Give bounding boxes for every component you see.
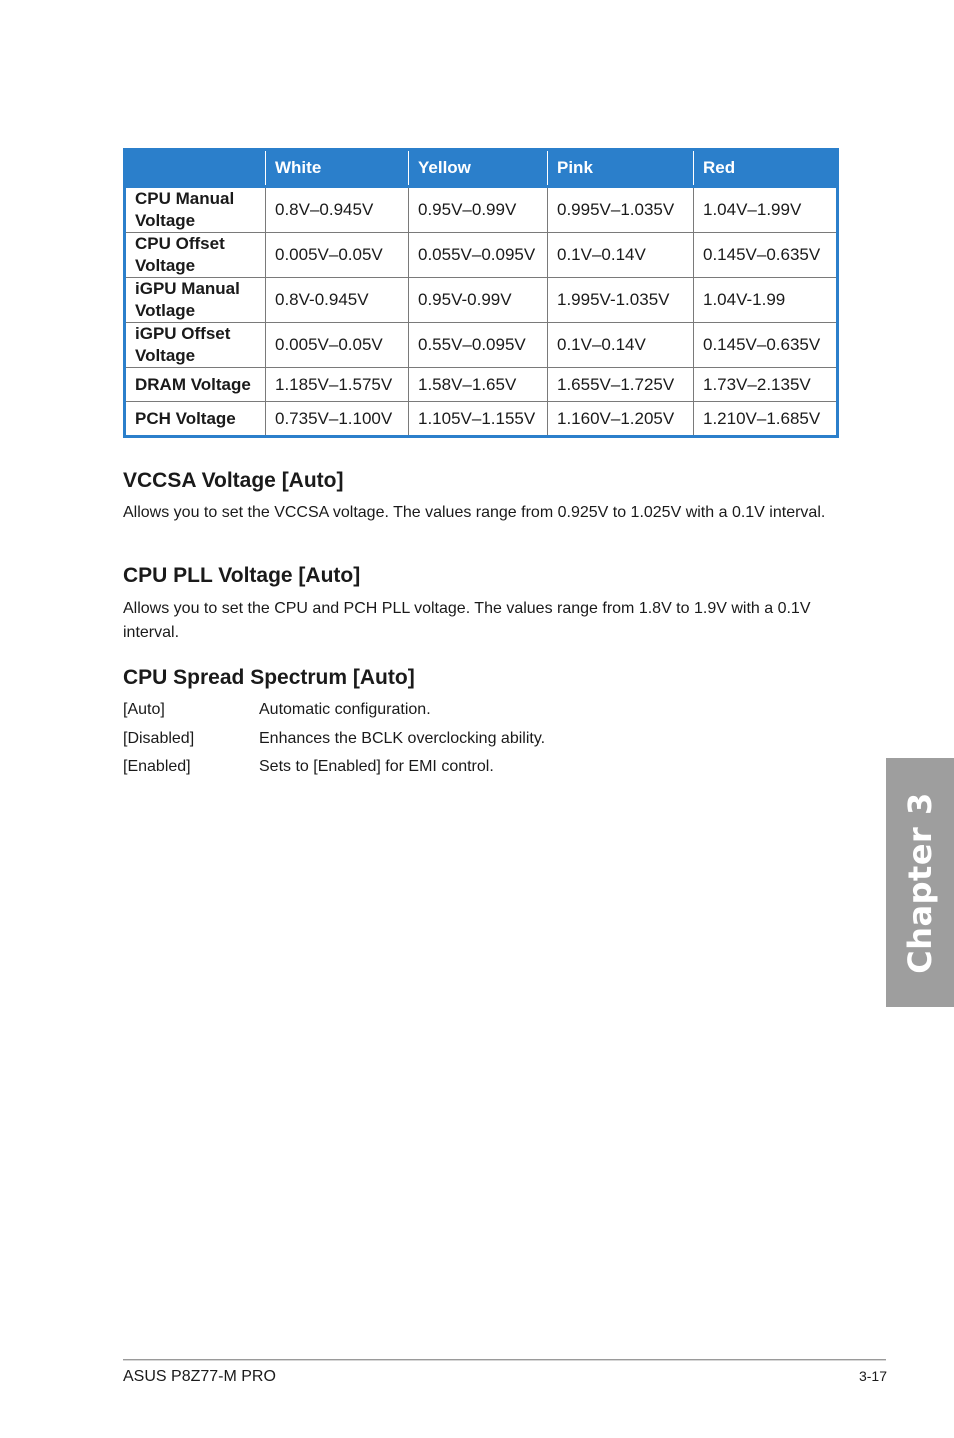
- table-cell: 0.145V–0.635V: [694, 233, 838, 278]
- cpu-pll-heading: CPU PLL Voltage [Auto]: [123, 564, 361, 587]
- option-description: Automatic configuration.: [259, 701, 431, 718]
- footer-page-number: 3-17: [858, 1368, 887, 1384]
- column-header: White: [266, 150, 409, 187]
- chapter-tab: [886, 758, 954, 1007]
- table-cell: 0.055V–0.095V: [409, 233, 548, 278]
- row-label: iGPU Offset Voltage: [125, 323, 266, 368]
- table-row: [125, 368, 838, 402]
- table-cell: 1.995V-1.035V: [548, 278, 694, 323]
- table-cell: 1.655V–1.725V: [548, 368, 694, 402]
- cpu-spread-heading: CPU Spread Spectrum [Auto]: [123, 666, 415, 689]
- row-label: CPU Offset Voltage: [125, 233, 266, 278]
- table-cell: 0.95V–0.99V: [409, 187, 548, 233]
- table-cell: 1.73V–2.135V: [694, 368, 838, 402]
- table-cell: 0.1V–0.14V: [548, 233, 694, 278]
- table-cell: 0.995V–1.035V: [548, 187, 694, 233]
- column-header: Yellow: [409, 150, 548, 187]
- table-cell: 0.8V-0.945V: [266, 278, 409, 323]
- table-cell: 1.185V–1.575V: [266, 368, 409, 402]
- row-label: CPU Manual Voltage: [125, 187, 266, 233]
- voltage-color-table: [123, 148, 839, 438]
- vccsa-description: Allows you to set the VCCSA voltage. The values range from 0.925V to 1.025V with a 0.1V interval.: [123, 504, 826, 521]
- table-cell: 0.95V-0.99V: [409, 278, 548, 323]
- footer-product-name: ASUS P8Z77-M PRO: [123, 1368, 276, 1385]
- table-cell: 0.005V–0.05V: [266, 323, 409, 368]
- table-row: [125, 402, 838, 437]
- table-row: [125, 323, 838, 368]
- table-cell: 1.04V–1.99V: [694, 187, 838, 233]
- column-header: [125, 150, 266, 187]
- chapter-tab-label: Chapter 3: [901, 791, 939, 974]
- cpu-pll-description: Allows you to set the CPU and PCH PLL voltage. The values range from 1.8V to 1.9V with a 0.1V interval.: [123, 600, 811, 641]
- column-header: Red: [694, 150, 838, 187]
- table-cell: 1.160V–1.205V: [548, 402, 694, 437]
- column-header: Pink: [548, 150, 694, 187]
- table-header-row: [125, 150, 838, 187]
- option-description: Enhances the BCLK overclocking ability.: [259, 730, 546, 747]
- table-cell: 0.8V–0.945V: [266, 187, 409, 233]
- option-key: [Auto]: [123, 701, 165, 718]
- option-description: Sets to [Enabled] for EMI control.: [259, 758, 494, 775]
- table-cell: 0.735V–1.100V: [266, 402, 409, 437]
- row-label: DRAM Voltage: [125, 368, 266, 402]
- table-cell: 1.04V-1.99: [694, 278, 838, 323]
- option-key: [Disabled]: [123, 730, 195, 747]
- table-row: [125, 278, 838, 323]
- table-cell: 0.1V–0.14V: [548, 323, 694, 368]
- table-row: [125, 233, 838, 278]
- table-cell: 0.005V–0.05V: [266, 233, 409, 278]
- table-row: [125, 187, 838, 233]
- option-key: [Enabled]: [123, 758, 191, 775]
- row-label: PCH Voltage: [125, 402, 266, 437]
- table-cell: 0.55V–0.095V: [409, 323, 548, 368]
- row-label: iGPU Manual Votlage: [125, 278, 266, 323]
- table-cell: 1.58V–1.65V: [409, 368, 548, 402]
- table-cell: 0.145V–0.635V: [694, 323, 838, 368]
- footer-divider: [123, 1359, 886, 1361]
- table-cell: 1.105V–1.155V: [409, 402, 548, 437]
- vccsa-heading: VCCSA Voltage [Auto]: [123, 469, 344, 492]
- table-cell: 1.210V–1.685V: [694, 402, 838, 437]
